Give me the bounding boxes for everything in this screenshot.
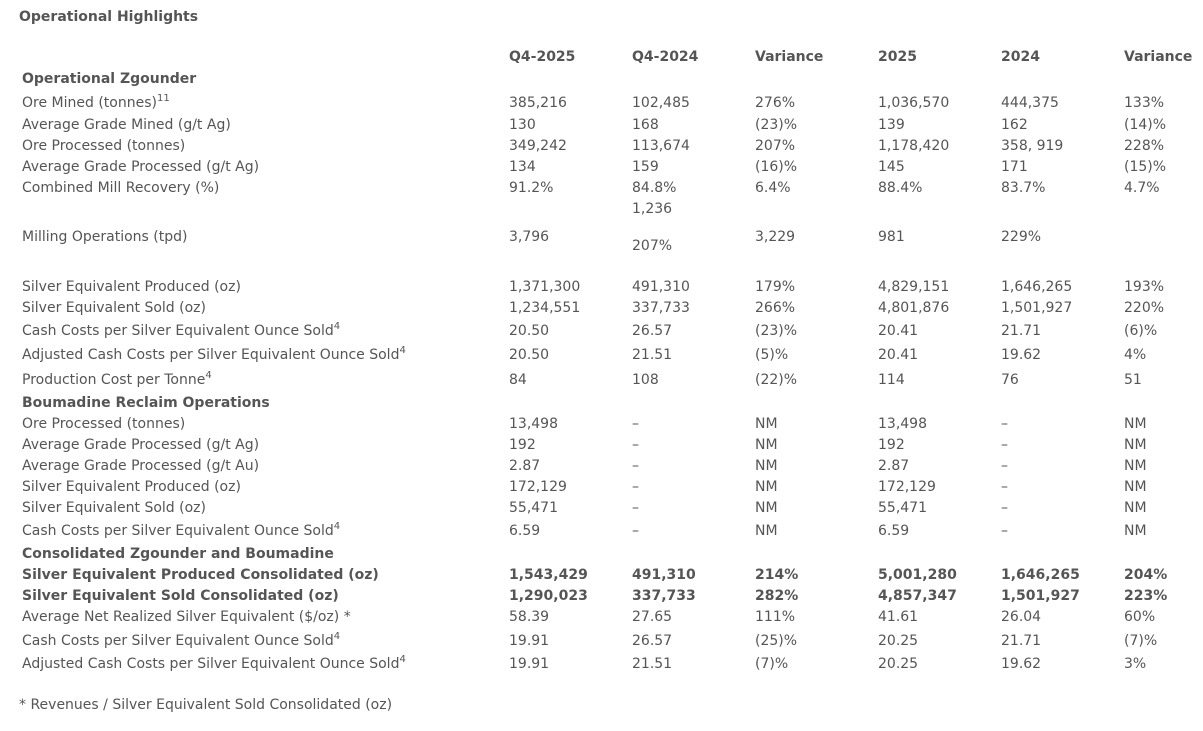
row-label: Ore Processed (tonnes) <box>22 416 186 432</box>
row-label: Average Net Realized Silver Equivalent ($/oz) * <box>22 609 351 625</box>
column-header: 2024 <box>1001 49 1040 65</box>
cell-value: 1,290,023 <box>509 588 588 604</box>
cell-value: 179% <box>755 279 796 295</box>
cell-value: 21.51 <box>632 347 673 363</box>
cell-value: (23)% <box>755 117 798 133</box>
cell-value: 192 <box>878 437 905 453</box>
cell-value: – <box>1001 479 1008 495</box>
cell-value: 20.41 <box>878 347 919 363</box>
cell-value: 4,829,151 <box>878 279 950 295</box>
cell-value: 266% <box>755 300 796 316</box>
cell-value: (22)% <box>755 372 798 388</box>
cell-value: 20.50 <box>509 323 550 339</box>
column-header: Q4-2024 <box>632 49 699 65</box>
cell-value: – <box>1001 416 1008 432</box>
cell-value: 358, 919 <box>1001 138 1064 154</box>
cell-value: 337,733 <box>632 300 690 316</box>
footnote-ref: 4 <box>333 321 341 332</box>
cell-value: 276% <box>755 95 796 111</box>
cell-value: 13,498 <box>878 416 927 432</box>
row-label: Silver Equivalent Produced Consolidated (oz) <box>22 567 379 583</box>
cell-value: 3% <box>1124 656 1147 672</box>
cell-value: 349,242 <box>509 138 567 154</box>
cell-value: 114 <box>878 372 905 388</box>
cell-value: 193% <box>1124 279 1165 295</box>
column-header: Q4-2025 <box>509 49 576 65</box>
cell-value: 133% <box>1124 95 1165 111</box>
row-label: Cash Costs per Silver Equivalent Ounce Sold$^4$ <box>22 521 341 539</box>
row-label: Ore Processed (tonnes) <box>22 138 186 154</box>
cell-value: 19.91 <box>509 656 550 672</box>
cell-value: 26.57 <box>632 323 673 339</box>
row-label: Adjusted Cash Costs per Silver Equivalent Ounce Sold$^4$ <box>22 654 406 672</box>
cell-value: 172,129 <box>509 479 567 495</box>
row-label: Silver Equivalent Produced (oz) <box>22 279 241 295</box>
row-label: Milling Operations (tpd) <box>22 229 188 245</box>
table-row <box>0 499 1203 517</box>
cell-value: (14)% <box>1124 117 1167 133</box>
cell-value: 1,646,265 <box>1001 567 1080 583</box>
cell-value: 130 <box>509 117 536 133</box>
row-label: Consolidated Zgounder and Boumadine <box>22 546 334 562</box>
row-label: Cash Costs per Silver Equivalent Ounce Sold$^4$ <box>22 631 341 649</box>
cell-value: 21.51 <box>632 656 673 672</box>
row-label: Average Grade Mined (g/t Ag) <box>22 117 231 133</box>
cell-value: 21.71 <box>1001 323 1042 339</box>
cell-value: NM <box>755 416 778 432</box>
cell-value: 1,371,300 <box>509 279 581 295</box>
column-header: 2025 <box>878 49 917 65</box>
section-header <box>0 545 1203 563</box>
cell-value: 4.7% <box>1124 180 1160 196</box>
cell-value: 3,796 <box>509 229 550 245</box>
cell-value: 2.87 <box>878 458 910 474</box>
table-row <box>0 299 1203 317</box>
cell-value: 192 <box>509 437 536 453</box>
cell-value: NM <box>755 523 778 539</box>
footnote-ref: 4 <box>333 631 341 642</box>
table-row <box>0 228 1203 246</box>
cell-value: 214% <box>755 567 799 583</box>
cell-value: 207% <box>755 138 796 154</box>
cell-value: 444,375 <box>1001 95 1059 111</box>
table-row <box>0 415 1203 433</box>
cell-value: NM <box>1124 479 1147 495</box>
cell-value: 1,501,927 <box>1001 588 1080 604</box>
cell-value: – <box>632 437 639 453</box>
cell-value: 108 <box>632 372 659 388</box>
cell-value: – <box>632 479 639 495</box>
cell-value: NM <box>1124 416 1147 432</box>
row-label: Silver Equivalent Produced (oz) <box>22 479 241 495</box>
footnote-ref: 4 <box>399 345 406 356</box>
table-header <box>0 49 1203 67</box>
cell-value: NM <box>755 458 778 474</box>
cell-value: 204% <box>1124 567 1168 583</box>
cell-value: 172,129 <box>878 479 936 495</box>
cell-value: (6)% <box>1124 323 1158 339</box>
row-label: Boumadine Reclaim Operations <box>22 395 270 411</box>
cell-value: 26.04 <box>1001 609 1042 625</box>
cell-value: – <box>632 523 639 539</box>
cell-value: 51 <box>1124 372 1142 388</box>
cell-value: – <box>1001 500 1008 516</box>
table-row <box>0 436 1203 454</box>
cell-value: 20.41 <box>878 323 919 339</box>
cell-value: 58.39 <box>509 609 550 625</box>
cell-value: 171 <box>1001 159 1028 175</box>
cell-value: – <box>1001 523 1008 539</box>
cell-value: 20.50 <box>509 347 550 363</box>
cell-value: 4,857,347 <box>878 588 957 604</box>
cell-value: 159 <box>632 159 659 175</box>
cell-value: 491,310 <box>632 567 696 583</box>
footnote-ref: 4 <box>333 521 341 532</box>
cell-value: (7)% <box>755 656 789 672</box>
table-row <box>0 322 1203 340</box>
cell-value: 13,498 <box>509 416 558 432</box>
cell-value: 282% <box>755 588 799 604</box>
cell-value: 1,646,265 <box>1001 279 1073 295</box>
table-row <box>0 278 1203 296</box>
cell-value: 220% <box>1124 300 1165 316</box>
row-label: Production Cost per Tonne$^4$ <box>22 370 212 388</box>
cell-value: – <box>632 458 639 474</box>
cell-value: NM <box>1124 523 1147 539</box>
cell-value: 20.25 <box>878 656 919 672</box>
table-row <box>0 94 1203 112</box>
cell-value: 5,001,280 <box>878 567 957 583</box>
footnote-ref: 4 <box>399 654 406 665</box>
cell-value: 19.62 <box>1001 347 1042 363</box>
cell-value: (16)% <box>755 159 798 175</box>
table-row <box>0 522 1203 540</box>
table-row <box>0 371 1203 389</box>
cell-value: 162 <box>1001 117 1028 133</box>
cell-value: 84.8% <box>632 180 677 196</box>
cell-value: 6.59 <box>878 523 910 539</box>
column-header: Variance <box>755 49 824 65</box>
table-row <box>0 116 1203 134</box>
row-label: Average Grade Processed (g/t Ag) <box>22 437 260 453</box>
table-row <box>0 587 1203 605</box>
cell-value: 6.4% <box>755 180 791 196</box>
cell-value: 1,543,429 <box>509 567 588 583</box>
cell-value: NM <box>755 479 778 495</box>
row-label: Average Grade Processed (g/t Au) <box>22 458 260 474</box>
footnote-ref: 4 <box>205 370 212 381</box>
table-row <box>0 137 1203 155</box>
cell-value: 27.65 <box>632 609 673 625</box>
cell-value: 76 <box>1001 372 1019 388</box>
cell-value: 228% <box>1124 138 1165 154</box>
cell-value: 111% <box>755 609 796 625</box>
row-label: Ore Mined (tonnes)$^{11}$ <box>22 93 170 111</box>
cell-value: 1,234,551 <box>509 300 581 316</box>
section-header <box>0 394 1203 412</box>
cell-value: 55,471 <box>878 500 927 516</box>
cell-value: (23)% <box>755 323 798 339</box>
cell-value: 134 <box>509 159 536 175</box>
cell-value: 55,471 <box>509 500 558 516</box>
cell-value: NM <box>1124 500 1147 516</box>
cell-value: 3,229 <box>755 229 796 245</box>
table-row <box>0 608 1203 626</box>
cell-value: 385,216 <box>509 95 567 111</box>
cell-value: 168 <box>632 117 659 133</box>
cell-value: NM <box>755 500 778 516</box>
table-row <box>0 632 1203 650</box>
cell-value: 83.7% <box>1001 180 1046 196</box>
cell-value: (15)% <box>1124 159 1167 175</box>
cell-value: 91.2% <box>509 180 554 196</box>
page-title: Operational Highlights <box>19 9 199 25</box>
cell-value: 981 <box>878 229 905 245</box>
cell-value: 145 <box>878 159 905 175</box>
cell-value: 6.59 <box>509 523 541 539</box>
footnote-ref: 11 <box>156 93 170 104</box>
row-label: Operational Zgounder <box>22 71 197 87</box>
row-label: Silver Equivalent Sold (oz) <box>22 300 206 316</box>
table-row <box>0 478 1203 496</box>
table-row <box>0 566 1203 584</box>
cell-value: NM <box>1124 437 1147 453</box>
cell-value: (5)% <box>755 347 789 363</box>
cell-value: 1,178,420 <box>878 138 950 154</box>
row-label: Combined Mill Recovery (%) <box>22 180 220 196</box>
milling-stack-value: 1,236 <box>632 201 673 217</box>
cell-value: 84 <box>509 372 527 388</box>
table-row <box>0 179 1203 197</box>
cell-value: – <box>632 500 639 516</box>
cell-value: – <box>632 416 639 432</box>
cell-value: 113,674 <box>632 138 690 154</box>
table-row <box>0 457 1203 475</box>
cell-value: 1,501,927 <box>1001 300 1073 316</box>
cell-value: 491,310 <box>632 279 690 295</box>
row-label: Silver Equivalent Sold Consolidated (oz) <box>22 588 339 604</box>
cell-value: (7)% <box>1124 633 1158 649</box>
cell-value: 1,036,570 <box>878 95 950 111</box>
cell-value: 60% <box>1124 609 1156 625</box>
cell-value: 139 <box>878 117 905 133</box>
footnote: * Revenues / Silver Equivalent Sold Consolidated (oz) <box>19 697 393 713</box>
row-label: Cash Costs per Silver Equivalent Ounce Sold$^4$ <box>22 321 341 339</box>
cell-value: (25)% <box>755 633 798 649</box>
cell-value: 337,733 <box>632 588 696 604</box>
cell-value: NM <box>1124 458 1147 474</box>
cell-value: NM <box>755 437 778 453</box>
row-label: Adjusted Cash Costs per Silver Equivalent Ounce Sold$^4$ <box>22 345 406 363</box>
cell-value: 4,801,876 <box>878 300 950 316</box>
table-row <box>0 655 1203 673</box>
milling-stack-value: 207% <box>632 238 673 254</box>
column-header: Variance <box>1124 49 1193 65</box>
cell-value: 26.57 <box>632 633 673 649</box>
section-header <box>0 70 1203 88</box>
cell-value: – <box>1001 437 1008 453</box>
cell-value: 19.91 <box>509 633 550 649</box>
row-label: Silver Equivalent Sold (oz) <box>22 500 206 516</box>
cell-value: 223% <box>1124 588 1168 604</box>
cell-value: 21.71 <box>1001 633 1042 649</box>
cell-value: 102,485 <box>632 95 690 111</box>
cell-value: 41.61 <box>878 609 919 625</box>
cell-value: 88.4% <box>878 180 923 196</box>
cell-value: 2.87 <box>509 458 541 474</box>
cell-value: – <box>1001 458 1008 474</box>
cell-value: 19.62 <box>1001 656 1042 672</box>
row-label: Average Grade Processed (g/t Ag) <box>22 159 260 175</box>
table-row <box>0 346 1203 364</box>
cell-value: 20.25 <box>878 633 919 649</box>
cell-value: 4% <box>1124 347 1147 363</box>
table-row <box>0 158 1203 176</box>
cell-value: 229% <box>1001 229 1042 245</box>
